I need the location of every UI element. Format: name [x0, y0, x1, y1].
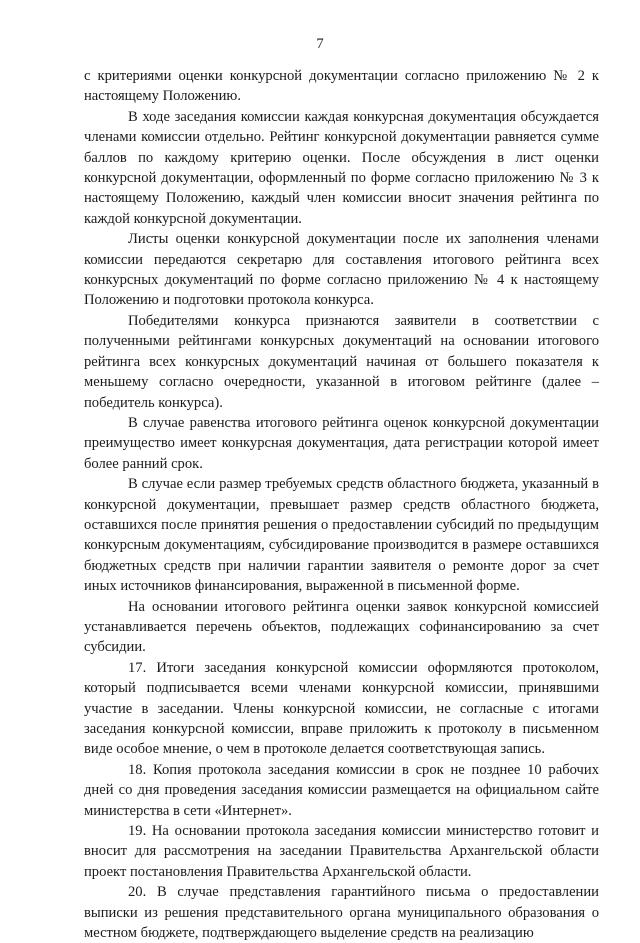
- paragraph-evaluation-sheets: Листы оценки конкурсной документации после их заполнения членами комиссии передаются секретарю для составления итогового рейтинга всех конкурсных документаций по форме согласно приложению № 4 к настоящему Положению и подготовки протокола конкурса.: [84, 231, 599, 309]
- paragraph-budget-excess: В случае если размер требуемых средств областного бюджета, указанный в конкурсной документации, превышает размер средств областного бюджета, оставшихся после принятия решения о предоставлении субсидий по предыдущим конкурсным документациям, субсидирование производится в размере оставшихся бюджетных средств при наличии гарантии заявителя о ремонте дорог за счет иных источников финансирования, выраженной в письменной форме.: [84, 476, 599, 595]
- paragraph-object-list: На основании итогового рейтинга оценки заявок конкурсной комиссией устанавливается перечень объектов, подлежащих софинансированию за счет субсидии.: [84, 598, 599, 656]
- paragraph-equal-rating: В случае равенства итогового рейтинга оценок конкурсной документации преимущество имеет конкурсная документация, дата регистрации которой имеет более ранний срок.: [84, 414, 599, 472]
- document-body: [84, 66, 599, 943]
- page-number: 7: [316, 36, 324, 52]
- paragraph-item-17: 17. Итоги заседания конкурсной комиссии оформляются протоколом, который подписывается всеми членами конкурсной комиссии, принявшими участие в заседании. Члены конкурсной комиссии, не согласные с итогами заседания конкурсной комиссии, вправе приложить к протоколу в письменном виде особое мнение, о чем в протоколе делается соответствующая запись.: [84, 659, 599, 758]
- paragraph-item-18: 18. Копия протокола заседания комиссии в срок не позднее 10 рабочих дней со дня проведения заседания комиссии размещается на официальном сайте министерства в сети «Интернет».: [84, 761, 599, 819]
- paragraph-item-19: 19. На основании протокола заседания комиссии министерство готовит и вносит для рассмотрения на заседании Правительства Архангельской области проект постановления Правительства Архангельской области.: [84, 823, 599, 880]
- paragraph-discussion: В ходе заседания комиссии каждая конкурсная документация обсуждается членами комиссии отдельно. Рейтинг конкурсной документации равняется сумме баллов по каждому критерию оценки. После обсуждения в лист оценки конкурсной документации, оформленный по форме согласно приложению № 3 к настоящему Положению, каждый член комиссии вносит значения рейтинга по каждой конкурсной документации.: [84, 108, 599, 227]
- paragraph-winners: Победителями конкурса признаются заявители в соответствии с полученными рейтингами конкурсных документаций на основании итогового рейтинга всех конкурсных документаций начиная от большего показателя к меньшему согласно очередности, указанной в итоговом рейтинге (далее – победитель конкурса).: [84, 312, 599, 411]
- paragraph-continuation: с критериями оценки конкурсной документации согласно приложению № 2 к настоящему Положению.: [84, 68, 599, 105]
- paragraph-item-20: 20. В случае представления гарантийного письма о предоставлении выписки из решения представительного органа муниципального образования о местном бюджете, подтверждающего выделение средств на реализацию: [84, 884, 599, 942]
